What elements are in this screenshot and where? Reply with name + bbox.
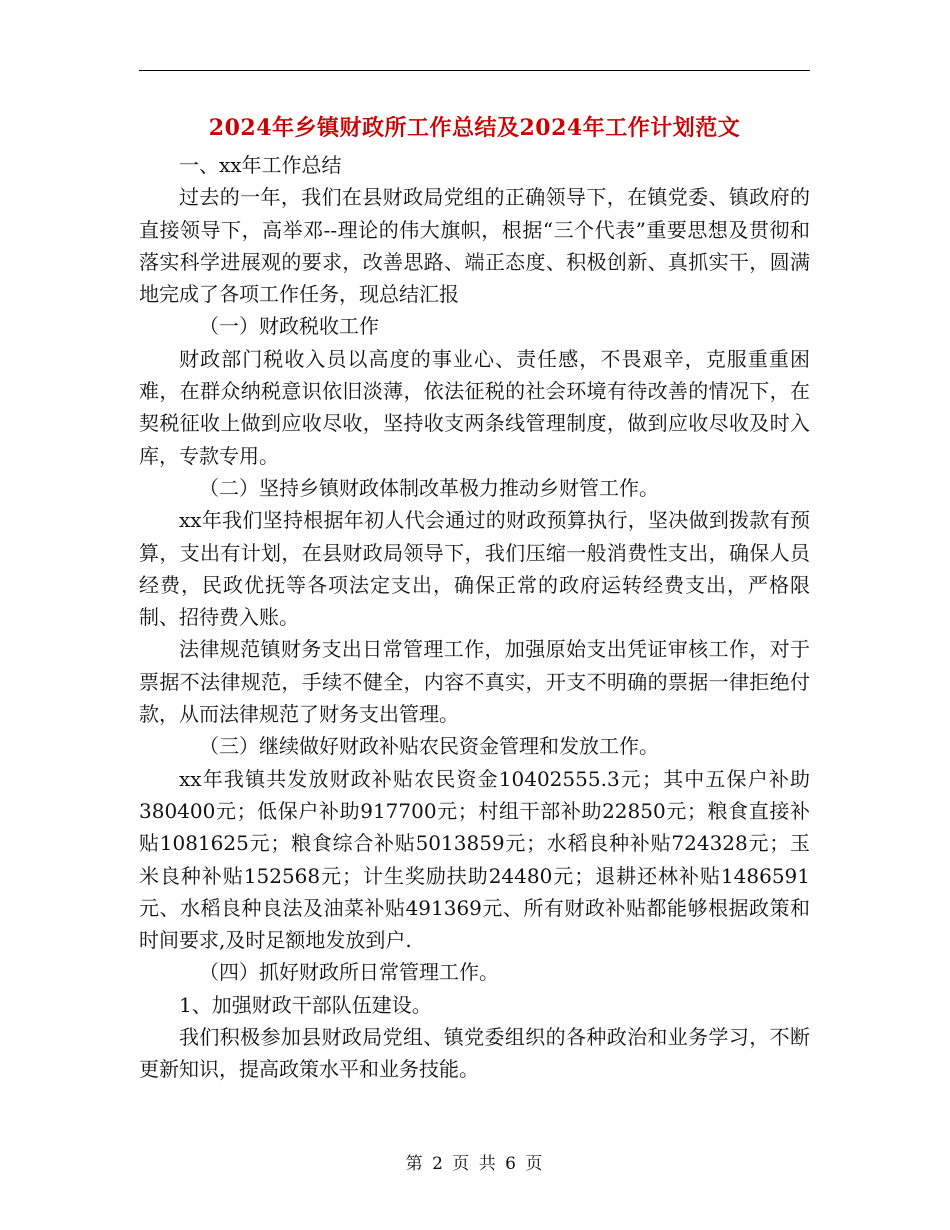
document-title: 2024年乡镇财政所工作总结及2024年工作计划范文 [208, 115, 741, 141]
paragraph: （四）抓好财政所日常管理工作。 [199, 960, 499, 985]
header-rule [139, 70, 810, 71]
page-number: 第 2 页 共 6 页 [405, 1154, 545, 1174]
paragraph: （一）财政税收工作 [199, 314, 379, 339]
paragraph: 法律规范镇财务支出日常管理工作，加强原始支出凭证审核工作，对于票据不法律规范，手续不健全，内容不真实，开支不明确的票据一律拒绝付款，从而法律规范了财务支出管理。 [139, 637, 810, 727]
paragraph: （二）坚持乡镇财政体制改革极力推动乡财管工作。 [199, 475, 659, 500]
paragraph: 过去的一年，我们在县财政局党组的正确领导下，在镇党委、镇政府的直接领导下，高举邓--理论的伟大旗帜，根据“三个代表”重要思想及贯彻和落实科学进展观的要求，改善思路、端正态度、积极创新、真抓实干，圆满地完成了各项工作任务，现总结汇报 [139, 185, 810, 307]
paragraph: xx年我镇共发放财政补贴农民资金10402555.3元；其中五保户补助380400元；低保户补助917700元；村组干部补助22850元；粮食直接补贴1081625元；粮食综合补贴5013859元；水稻良种补贴724328元；玉米良种补贴152568元；计生奖励扶助24480元；退耕还林补贴1486591元、水稻良种良法及油菜补贴491369元、所有财政补贴都能够根据政策和时间要求,及时足额地发放到户. [139, 766, 810, 953]
paragraph: xx年我们坚持根据年初人代会通过的财政预算执行，坚决做到拨款有预算，支出有计划，在县财政局领导下，我们压缩一般消费性支出，确保人员经费，民政优抚等各项法定支出，确保正常的政府运转经费支出，严格限制、招待费入账。 [139, 508, 810, 630]
paragraph: 我们积极参加县财政局党组、镇党委组织的各种政治和业务学习，不断更新知识，提高政策水平和业务技能。 [139, 1025, 810, 1082]
paragraph: 1、加强财政干部队伍建设。 [179, 992, 432, 1017]
paragraph: 财政部门税收入员以高度的事业心、责任感，不畏艰辛，克服重重困难，在群众纳税意识依旧淡薄，依法征税的社会环境有待改善的情况下，在契税征收上做到应收尽收，坚持收支两条线管理制度，做到应收尽收及时入库，专款专用。 [139, 346, 810, 468]
paragraph: 一、xx年工作总结 [179, 153, 342, 177]
document-body [139, 149, 810, 1086]
paragraph: （三）继续做好财政补贴农民资金管理和发放工作。 [199, 734, 659, 759]
